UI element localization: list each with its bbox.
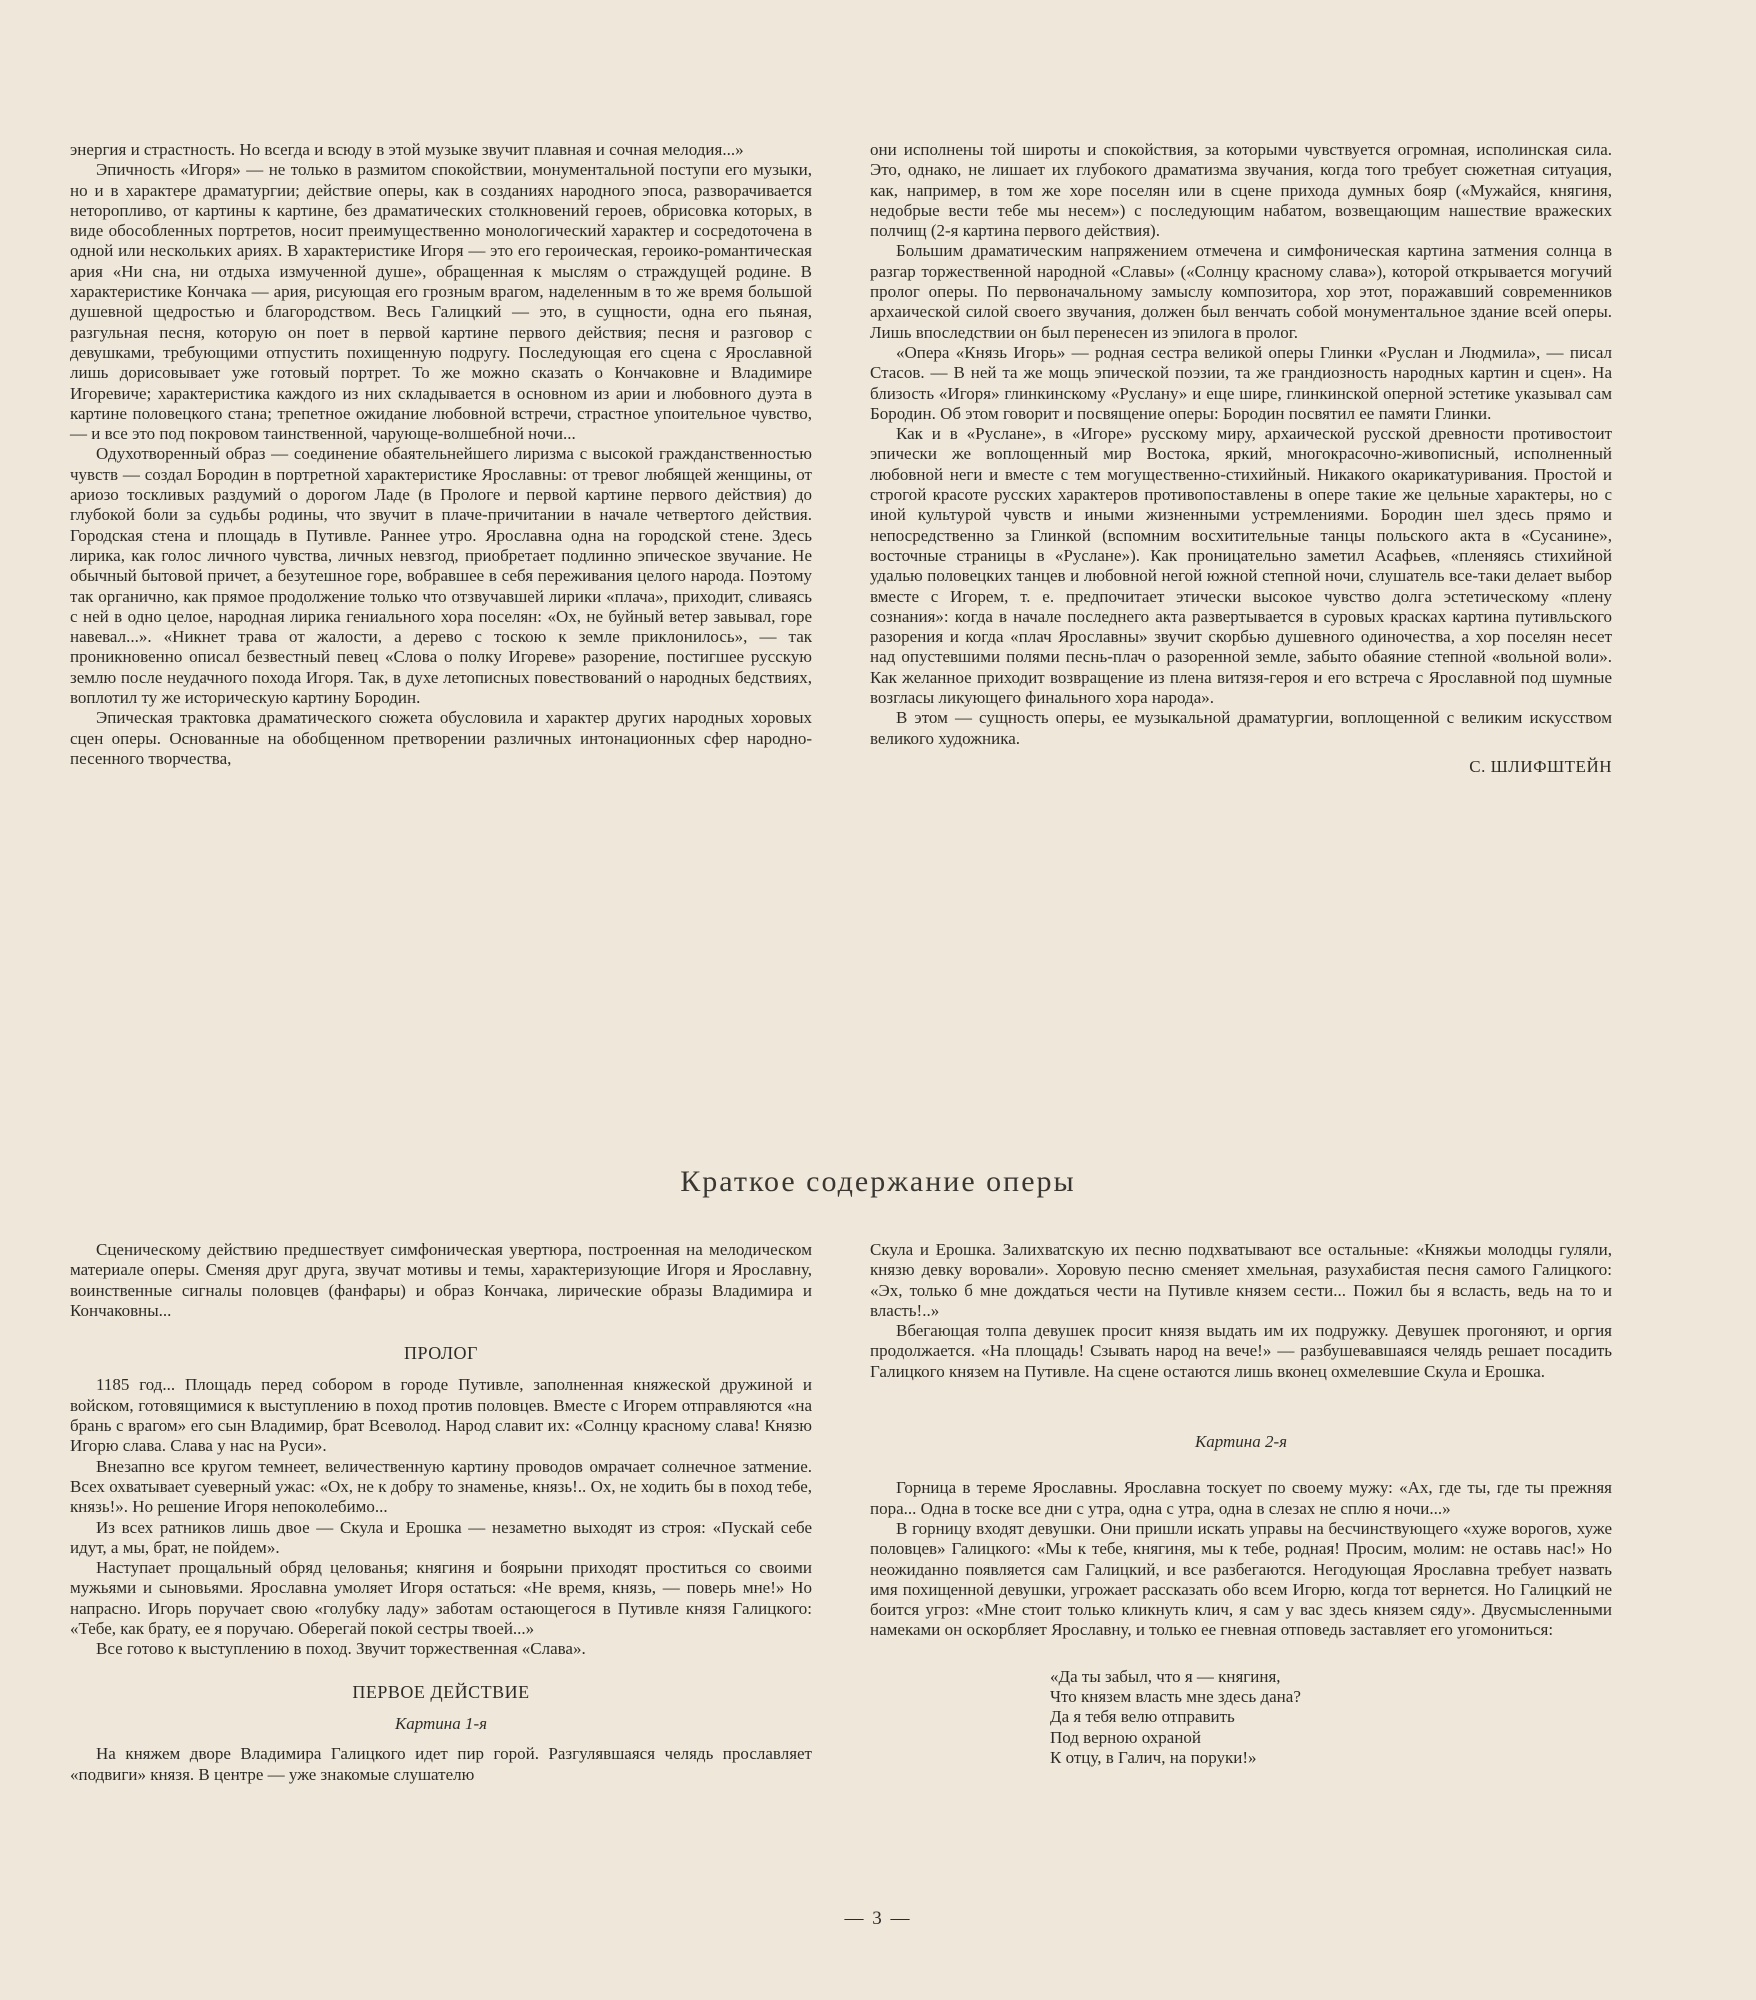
paragraph: Эпичность «Игоря» — не только в размитом спокойствии, монументальной поступи его музыки, но и в характере драматургии; действие оперы, как в созданиях народного эпоса, разворачивается неторопливо, от картины к картине, без драматических столкновений героев, обрисовка которых, в виде обособленных портретов, носит преимущественно монологический характер и сосредоточена в одной или нескольких ариях. В характеристике Игоря — это его героическая, героико-романтическая ария «Ни сна, ни отдыха измученной душе», обращенная к мыслям о страждущей родине. В характеристике Кончака — ария, рисующая его грозным врагом, наделенным в то же время большой душевной щедростью и благородством. Весь Галицкий — это, в сущности, одна его пьяная, разгульная песня, которую он поет в первой картине первого действия; песня и разговор с девушками, требующими отпустить похищенную подругу. Последующая его сцена с Ярославной лишь дорисовывает уже готовый портрет. То же можно сказать о Кончаковне и Владимире Игоревиче; характеристика каждого из них складывается в основном из арии и любовного дуэта в картине половецкого стана; трепетное ожидание любовной встречи, страстное упоительное чувство, — и все это под покровом таинственной, чарующе-волшебной ночи... — [70, 160, 812, 444]
paragraph: «Опера «Князь Игорь» — родная сестра великой оперы Глинки «Руслан и Людмила», — писал Стасов. — В ней та же мощь эпической поэзии, та же грандиозность народных картин и сцен». На близость «Игоря» глинкинскому «Руслану» и еще шире, глинкинской оперной эстетике указывал сам Бородин. Об этом говорит и посвящение оперы: Бородин посвятил ее памяти Глинки. — [870, 342, 1612, 423]
scene-heading: Картина 1-я — [394, 1713, 488, 1733]
poem-line: Под верною охраной — [1050, 1727, 1202, 1747]
paragraph: Большим драматическим напряжением отмечена и симфоническая картина затмения солнца в разгар торжественной народной «Славы» («Солнцу красному слава»), которой открывается могучий пролог оперы. По первоначальному замыслу композитора, хор этот, поражавший современников архаической силой своего звучания, должен был венчать собой монументальное здание всей оперы. Лишь впоследствии он был перенесен из эпилога в пролог. — [870, 241, 1612, 342]
synopsis-column-right — [870, 1240, 1612, 1768]
paragraph: энергия и страстность. Но всегда и всюду в этой музыке звучит плавная и сочная мелодия...» — [70, 140, 744, 159]
act-heading: ПЕРВОЕ ДЕЙСТВИЕ — [352, 1681, 530, 1702]
poem-line: Да я тебя велю отправить — [1050, 1707, 1235, 1727]
paragraph: Горница в тереме Ярославны. Ярославна тоскует по своему мужу: «Ах, где ты, где ты прежняя пора... Одна в тоске все дни с утра, одна с утра, одна в слезах не сплю я ночи...» — [870, 1478, 1612, 1518]
section-title: Краткое содержание оперы — [680, 1165, 1076, 1198]
paragraph: Как и в «Руслане», в «Игоре» русскому миру, архаической русской древности противостоит эпически же воплощенный мир Востока, яркий, многокрасочно-живописный, исполненный любовной неги и вместе с тем могущественно-стихийный. Никакого окарикатуривания. Простой и строгой красоте русских характеров противопоставлены в опере такие же цельные характеры, но с иной культурой чувств и иными жизненными устремлениями. Бородин шел здесь прямо и непосредственно за Глинкой (вспомним восхитительные танцы польского акта в «Сусанине», восточные страницы в «Руслане»). Как проницательно заметил Асафьев, «пленяясь стихийной удалью половецких танцев и любовной негой южной степной ночи, слушатель все-таки делает выбор вместе с Игорем, т. е. предпочитает этически высокое чувство долга эстетическому «плену сознания»: когда в начале последнего акта развертывается в суровых красках картина путивльского разорения и когда «плач Ярославны» звучит скорбью душевного одиночества, а хор поселян несет над опустевшими полями песнь-плач о разоренной земле, забыто обаяние степной «вольной воли». Как желанное приходит возвращение из плена витязя-героя и его встреча с Ярославной под шумные возгласы ликующего финального хора народа». — [870, 424, 1612, 708]
paragraph: они исполнены той широты и спокойствия, за которыми чувствуется огромная, исполинская сила. Это, однако, не лишает их глубокого драматизма звучания, когда того требует сюжетная ситуация, как, например, в том же хоре поселян или в сцене прихода думных бояр («Мужайся, княгиня, недобрые вести тебе мы несем») с последующим набатом, возвещающим нашествие вражеских полчищ (2-я картина первого действия). — [870, 140, 1612, 241]
paragraph: В горницу входят девушки. Они пришли искать управы на бесчинствующего «хуже ворогов, хуже половцев» Галицкого: «Мы к тебе, княгиня, мы к тебе, родная! Просим, молим: не оставь нас!» Но неожиданно появляется сам Галицкий, и все разбегаются. Негодующая Ярославна требует назвать имя похищенной девушки, угрожает рассказать обо всем Игорю, когда тот вернется. Но Галицкий не боится угроз: «Мне стоит только кликнуть клич, я сам у вас здесь князем сяду». Двусмысленными намеками он оскорбляет Ярославну, и только ее гневная отповедь заставляет его угомониться: — [870, 1518, 1612, 1640]
scene-heading: Картина 2-я — [1194, 1432, 1288, 1452]
poem-line: «Да ты забыл, что я — княгиня, — [1050, 1666, 1281, 1686]
paragraph: Сценическому действию предшествует симфоническая увертюра, построенная на мелодическом материале оперы. Сменяя друг друга, звучат мотивы и темы, характеризующие Игоря и Ярославну, воинственные сигналы половцев (фанфары) и образ Кончака, лирические образы Владимира и Кончаковны... — [70, 1240, 812, 1320]
paragraph: Вбегающая толпа девушек просит князя выдать им их подружку. Девушек прогоняют, и оргия продолжается. «На площадь! Сзывать народ на вече!» — разбушевавшаяся челядь решает посадить Галицкого князем на Путивле. На сцене остаются лишь вконец охмелевшие Скула и Ерошка. — [870, 1321, 1612, 1381]
article-column-top-left — [70, 140, 812, 769]
paragraph: Эпическая трактовка драматического сюжета обусловила и характер других народных хоровых сцен оперы. Основанные на обобщенном претворении различных интонационных сфер народно-песенного творчества, — [70, 708, 812, 768]
paragraph: Одухотворенный образ — соединение обаятельнейшего лиризма с высокой гражданственностью чувств — создал Бородин в портретной характеристике Ярославны: от тревог любящей женщины, от ариозо тоскливых раздумий о дорогом Ладе (в Прологе и первой картине первого действия) до глубокой боли за судьбы родины, что звучит в плаче-причитании в начале четвертого действия. Городская стена и площадь в Путивле. Раннее утро. Ярославна одна на городской стене. Здесь лирика, как голос личного чувства, личных невзгод, приобретает подлинно эпическое звучание. Не обычный бытовой причет, а безутешное горе, вобравшее в себя переживания целого народа. Поэтому так органично, как прямое продолжение только что отзвучавшей лирики «плача», приходит, сливаясь с ней в одно целое, народная лирика гениального хора поселян: «Ох, не буйный ветер завывал, горе навевал...». «Никнет трава от жалости, а дерево с тоскою к земле приклонилось», — так проникновенно описал безвестный певец «Слова о полку Игореве» разорение, постигшее русскую землю после неудачного похода Игоря. Так, в духе летописных повествований о народных бедствиях, воплотил ту же историческую картину Бородин. — [70, 444, 812, 708]
paragraph: На княжем дворе Владимира Галицкого идет пир горой. Разгулявшаяся челядь прославляет «подвиги» князя. В центре — уже знакомые слушателю — [70, 1744, 812, 1784]
paragraph: Все готово к выступлению в поход. Звучит торжественная «Слава». — [96, 1639, 586, 1659]
poem-quote — [1050, 1667, 1612, 1768]
paragraph: В этом — сущность оперы, ее музыкальной драматургии, воплощенной с великим искусством великого художника. — [870, 708, 1612, 748]
synopsis-column-left — [70, 1240, 812, 1785]
paragraph: 1185 год... Площадь перед собором в городе Путивле, заполненная княжеской дружиной и войском, готовящимися к выступлению в поход против половцев. Вместе с Игорем отправляются «на брань с врагом» его сын Владимир, брат Всеволод. Народ славит их: «Солнцу красному слава! Князю Игорю слава. Слава у нас на Руси». — [70, 1375, 812, 1456]
paragraph: Наступает прощальный обряд целованья; княгиня и боярыни приходят проститься со своими мужьями и сыновьями. Ярославна умоляет Игоря остаться: «Не время, князь, — поверь мне!» Но напрасно. Игорь поручает свою «голубку ладу» заботам остающегося в Путивле князя Галицкого: «Тебе, как брату, ее я поручаю. Оберегай покой сестры твоей...» — [70, 1558, 812, 1639]
paragraph: Внезапно все кругом темнеет, величественную картину проводов омрачает солнечное затмение. Всех охватывает суеверный ужас: «Ох, не к добру то знаменье, князь!.. Ох, не ходить бы в поход тебе, князь!». Но решение Игоря непоколебимо... — [70, 1456, 812, 1517]
author-signature: С. ШЛИФШТЕЙН — [1469, 756, 1612, 776]
paragraph: Из всех ратников лишь двое — Скула и Ерошка — незаметно выходят из строя: «Пускай себе идут, а мы, брат, не пойдем». — [70, 1517, 812, 1557]
article-column-top-right — [870, 140, 1612, 777]
page-number: — 3 — — [844, 1908, 912, 1929]
paragraph: Скула и Ерошка. Залихватскую их песню подхватывают все остальные: «Княжьи молодцы гуляли, князю девку воровали». Хоровую песню сменяет хмельная, разухабистая песня самого Галицкого: «Эх, только б мне дождаться чести на Путивле князем сести... Пожил бы я всласть, ведь на то и власть!..» — [870, 1240, 1612, 1320]
poem-line: Что князем власть мне здесь дана? — [1050, 1687, 1301, 1707]
prologue-heading: ПРОЛОГ — [404, 1343, 478, 1364]
poem-line: К отцу, в Галич, на поруки!» — [1050, 1747, 1257, 1767]
